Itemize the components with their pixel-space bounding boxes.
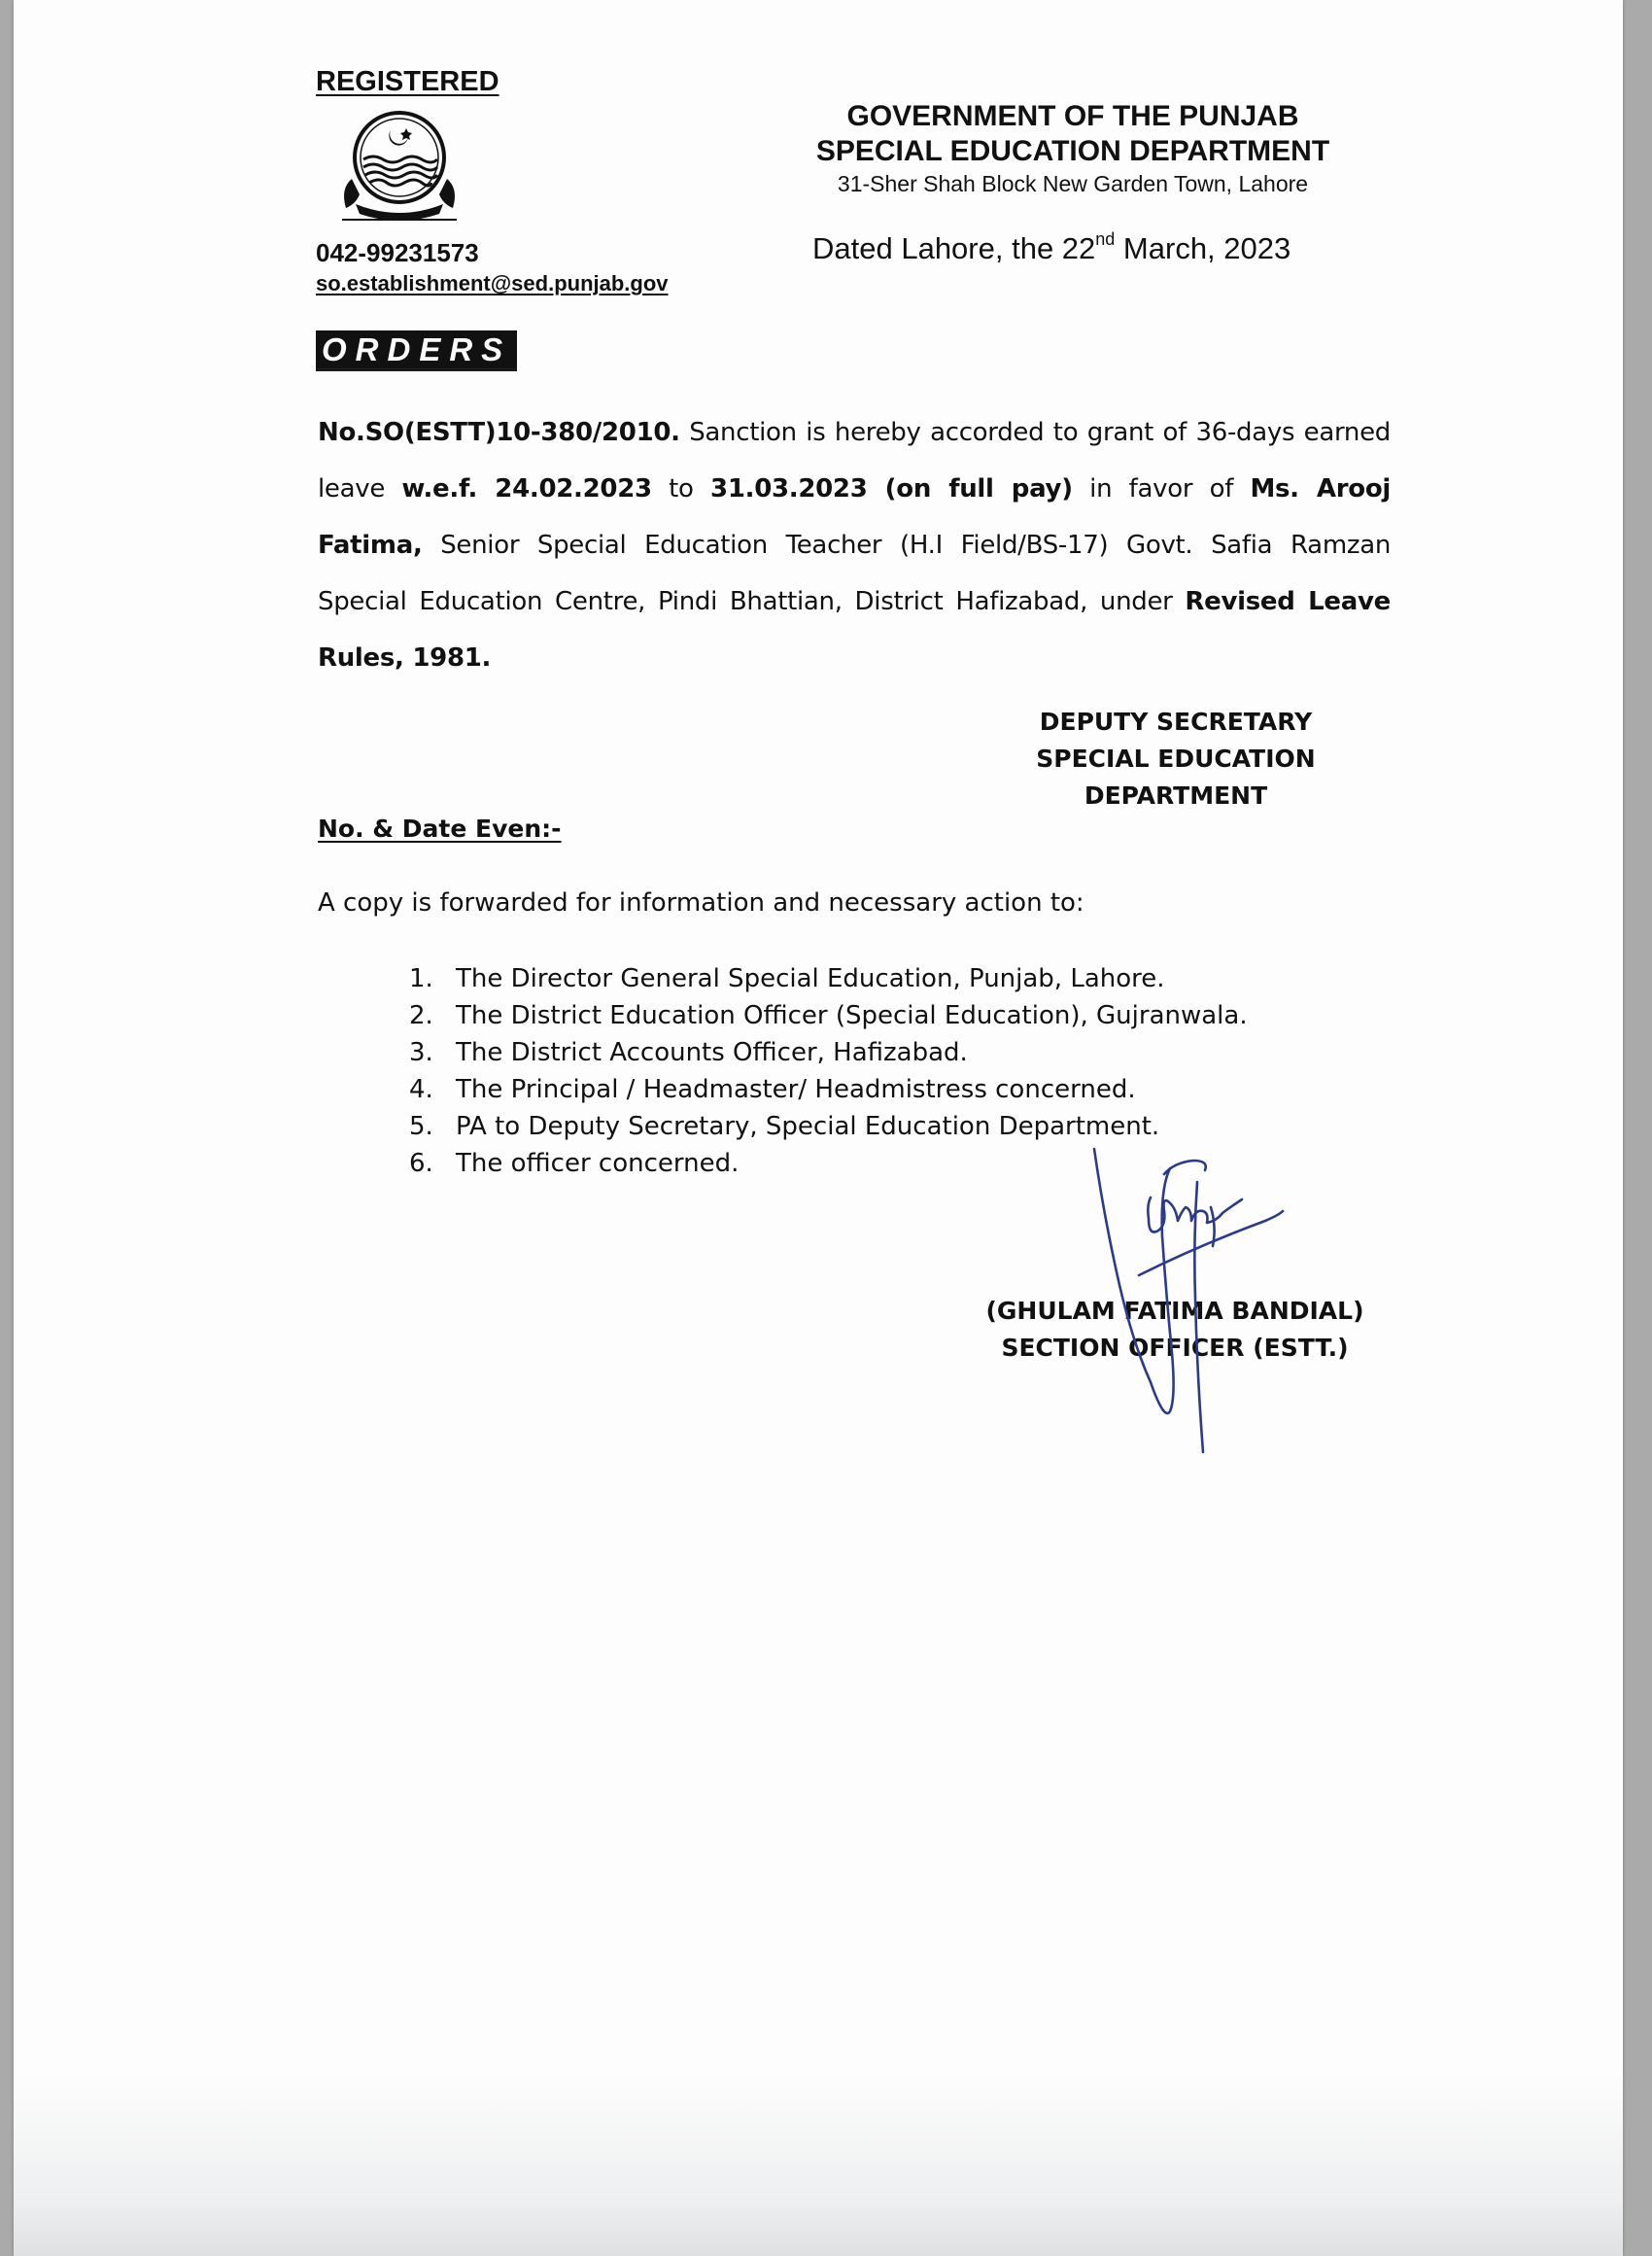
list-item: 1. The Director General Special Education, Punjab, Lahore. <box>409 964 1165 993</box>
document-page <box>14 0 1623 2256</box>
punjab-emblem-icon <box>323 109 476 224</box>
registered-label: REGISTERED <box>316 66 499 97</box>
list-item: 4. The Principal / Headmaster/ Headmistress concerned. <box>409 1075 1136 1104</box>
order-text-1: Sanction is hereby accorded to grant of 36-days earned leave <box>318 418 1391 503</box>
signature-icon <box>1083 1128 1335 1458</box>
officer-title: SECTION OFFICER (ESTT.) <box>1001 1334 1349 1362</box>
officer-name: (GHULAM FATIMA BANDIAL) <box>985 1297 1364 1325</box>
dated-line <box>812 231 1291 266</box>
list-item: 6. The officer concerned. <box>409 1149 740 1178</box>
deputy-secretary-block <box>985 704 1366 815</box>
dated-rest: March, 2023 <box>1115 231 1291 265</box>
deputy-line-1: DEPUTY SECRETARY <box>1039 708 1313 736</box>
deputy-line-2: SPECIAL EDUCATION <box>1036 745 1316 773</box>
dated-prefix: Dated Lahore, the 22 <box>812 231 1096 265</box>
order-to-date: 31.03.2023 (on full pay) <box>710 474 1073 503</box>
phone-number: 042-99231573 <box>316 238 479 267</box>
order-text-2: in favor of <box>1072 474 1251 503</box>
department-title: SPECIAL EDUCATION DEPARTMENT <box>815 135 1330 167</box>
list-item: 5. PA to Deputy Secretary, Special Education Department. <box>409 1112 1160 1141</box>
orders-heading: ORDERS <box>316 330 517 371</box>
order-to: to <box>651 474 711 503</box>
order-rules: Revised Leave Rules, 1981. <box>318 587 1391 673</box>
department-address: 31-Sher Shah Block New Garden Town, Lahore <box>837 171 1309 196</box>
no-date-even: No. & Date Even:- <box>318 815 562 843</box>
order-number: No.SO(ESTT)10-380/2010. <box>318 418 680 447</box>
order-name: Ms. Arooj Fatima, <box>318 474 1392 560</box>
list-item: 2. The District Education Officer (Special Education), Gujranwala. <box>409 1001 1248 1030</box>
government-title: GOVERNMENT OF THE PUNJAB <box>846 100 1299 132</box>
dated-suffix: nd <box>1095 229 1116 249</box>
order-paragraph <box>318 404 1391 686</box>
email-address: so.establishment@sed.punjab.gov <box>316 271 669 295</box>
order-wef: w.e.f. 24.02.2023 <box>401 474 652 503</box>
list-item: 3. The District Accounts Officer, Hafizabad. <box>409 1038 968 1067</box>
letterhead <box>791 99 1355 198</box>
order-text-3: Senior Special Education Teacher (H.I Field/BS-17) Govt. Safia Ramzan Special Education Centre, Pindi Bhattian, District Hafizabad, under <box>318 531 1391 616</box>
forward-text: A copy is forwarded for information and necessary action to: <box>318 888 1084 918</box>
deputy-line-3: DEPARTMENT <box>1084 781 1268 810</box>
